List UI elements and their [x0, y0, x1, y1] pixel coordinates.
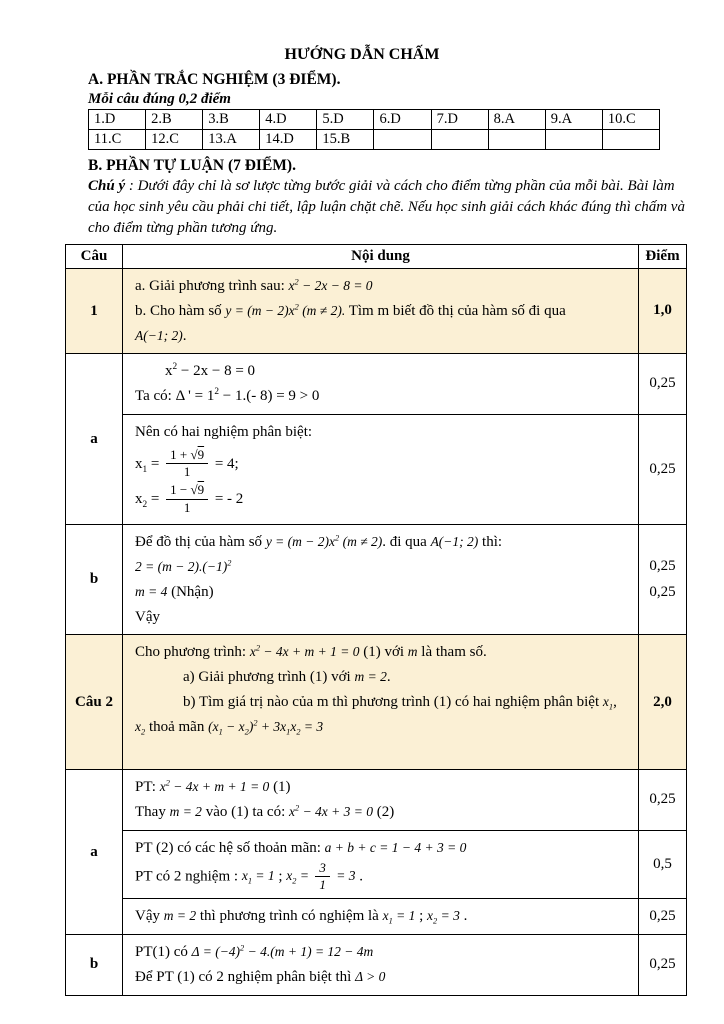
diem-cell: 1,0 [639, 269, 687, 354]
question1a-step2-row [66, 414, 687, 525]
question1b-row [66, 525, 687, 635]
answer-cell: 8.A [488, 110, 545, 130]
answer-cell: 3.B [203, 110, 260, 130]
answer-cell: 11.C [89, 130, 146, 150]
content-cell: PT(1) có $\Delta = (-4)^2 - 4.(m + 1) = 12 - 4m$ Để PT (1) có 2 nghiệm phân biệt thì Δ > 0 [123, 935, 639, 996]
note-paragraph [88, 176, 688, 239]
question1-statement-row [66, 269, 687, 354]
content-cell: a. Giải phương trình sau: $x^2 - 2x - 8 = 0$ b. Cho hàm số $y = (m - 2)x^2$ (m ≠ 2). Tìm m biết đồ thị của hàm số đi qua A(−1; 2). [123, 269, 639, 354]
answer-cell [374, 130, 431, 150]
answer-cell [602, 130, 659, 150]
content-cell: Cho phương trình: $x^2 - 4x + m + 1 = 0$ (1) với m là tham số. a) Giải phương trình (1) với m = 2. b) Tìm giá trị nào của m thì phương trình (1) có hai nghiệm phân biệt $x_1$, $x_2$ thoả mãn $(x_1 - x_2)^2 + 3x_1x_2 = 3$ [123, 635, 639, 770]
answer-cell [545, 130, 602, 150]
diem-cell: 0,25 0,25 [639, 525, 687, 635]
note-text: : Dưới đây chỉ là sơ lược từng bước giải và cách cho điểm từng phần của mỗi bài. Bài làm của học sinh yêu cầu phải chi tiết, lập luận chặt chẽ. Nếu học sinh giải cách khác đúng thì chấm và cho điểm từng phần tương ứng. [88, 178, 685, 236]
content-cell: Để đồ thị của hàm số $y = (m - 2)x^2$ (m ≠ 2). đi qua A(−1; 2) thì: $2 = (m - 2).(-1)^2$ m = 4 (Nhận) Vậy [123, 525, 639, 635]
diem-cell: 0,25 [639, 935, 687, 996]
section-b-heading: B. PHẦN TỰ LUẬN (7 ĐIỂM). [88, 157, 296, 174]
answer-cell: 15.B [317, 130, 374, 150]
section-a-note: Mỗi câu đúng 0,2 điểm [88, 91, 231, 107]
answer-cell: 13.A [203, 130, 260, 150]
question2b-row [66, 935, 687, 996]
question2a-step2-row [66, 830, 687, 899]
content-cell: Vậy m = 2 thì phương trình có nghiệm là $x_1 = 1$ ; $x_2 = 3$ . [123, 899, 639, 935]
cau-cell: a [66, 354, 123, 525]
answer-cell: 6.D [374, 110, 431, 130]
diem-cell: 2,0 [639, 635, 687, 770]
answer-cell: 14.D [260, 130, 317, 150]
cau-cell: 1 [66, 269, 123, 354]
answer-cell: 5.D [317, 110, 374, 130]
document-title: HƯỚNG DẪN CHẤM [284, 46, 440, 63]
answer-cell [431, 130, 488, 150]
cau-cell: Câu 2 [66, 635, 123, 770]
answer-row [89, 130, 660, 150]
content-cell: $x^2 - 2x - 8 = 0$ Ta có: Δ ' = $1^2 - 1.(-$ 8) = 9 > 0 [123, 354, 639, 415]
answer-cell: 12.C [146, 130, 203, 150]
question2a-step1-row [66, 770, 687, 831]
header-noidung: Nội dung [123, 245, 639, 269]
answer-cell [488, 130, 545, 150]
cau-cell: a [66, 770, 123, 935]
diem-cell: 0,25 [639, 770, 687, 831]
content-cell: PT (2) có các hệ số thoản mãn: a + b + c = 1 − 4 + 3 = 0 PT có 2 nghiệm : $x_1 = 1$ ; $x_2$ = $\frac{3}{1}$ = 3 . [123, 830, 639, 899]
diem-cell: 0,25 [639, 899, 687, 935]
answer-cell: 1.D [89, 110, 146, 130]
question1a-step1-row [66, 354, 687, 415]
multiple-choice-answer-table [88, 109, 660, 150]
answer-cell: 4.D [260, 110, 317, 130]
header-cau: Câu [66, 245, 123, 269]
note-label: Chú ý [88, 178, 126, 194]
header-diem: Điểm [639, 245, 687, 269]
cau-cell: b [66, 935, 123, 996]
content-cell: Nên có hai nghiệm phân biệt: $x_1$ = $\frac{1 + √9}{1}$ = 4; $x_2$ = $\frac{1 - √9}{1}$ = - 2 [123, 414, 639, 525]
solution-table-header-row [66, 245, 687, 269]
diem-cell: 0,5 [639, 830, 687, 899]
answer-cell: 9.A [545, 110, 602, 130]
answer-cell: 2.B [146, 110, 203, 130]
section-a-heading: A. PHẦN TRẮC NGHIỆM (3 ĐIỂM). [88, 71, 341, 88]
answer-row [89, 110, 660, 130]
question2a-step3-row [66, 899, 687, 935]
cau-cell: b [66, 525, 123, 635]
diem-cell: 0,25 [639, 354, 687, 415]
answer-cell: 7.D [431, 110, 488, 130]
question2-statement-row [66, 635, 687, 770]
answer-cell: 10.C [602, 110, 659, 130]
solution-table [65, 244, 687, 996]
diem-cell: 0,25 [639, 414, 687, 525]
content-cell: PT: $x^2 - 4x + m + 1 = 0$ (1) Thay m = 2 vào (1) ta có: $x^2 - 4x + 3 = 0$ (2) [123, 770, 639, 831]
